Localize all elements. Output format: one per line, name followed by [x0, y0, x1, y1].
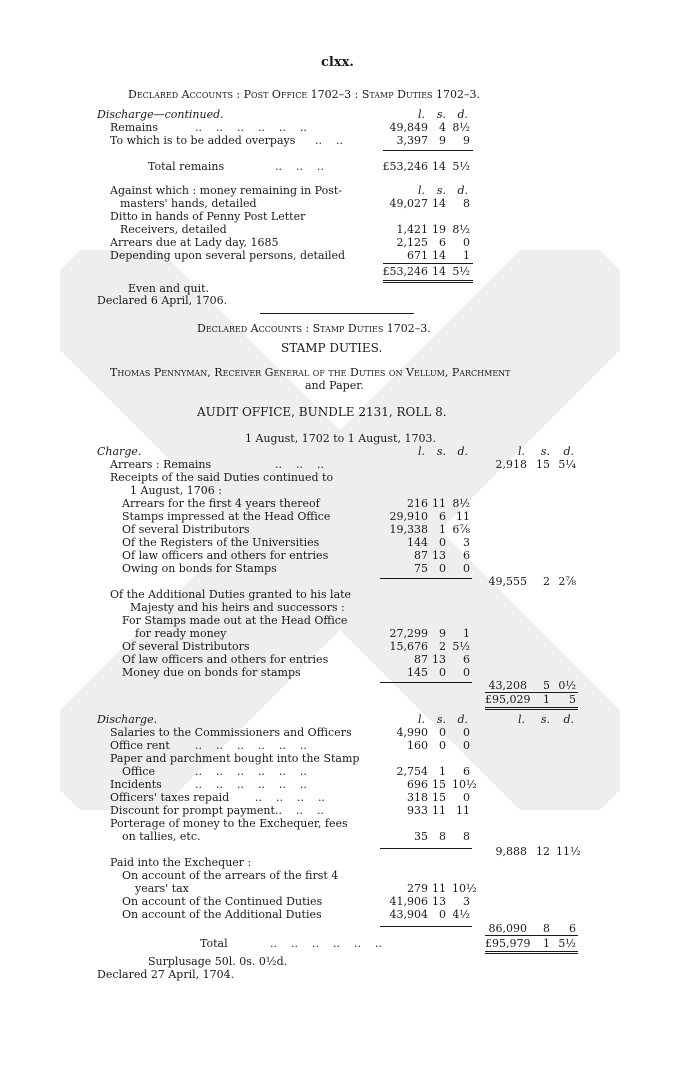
row-label: Against which : money remaining in Post-	[110, 184, 342, 197]
amount-l: 2,125	[396, 236, 428, 249]
col-head-d: d.	[457, 184, 468, 197]
leader-dots: .. .. .. ..	[255, 791, 325, 804]
amount-s: 0	[439, 739, 446, 752]
col-head-s-outer: s.	[540, 445, 550, 458]
receiver-line-cont: and Paper.	[305, 379, 364, 392]
rule	[380, 682, 472, 683]
amount-s: 0	[439, 908, 446, 921]
amount-d: 0	[463, 666, 470, 679]
amount-l: 145	[407, 666, 428, 679]
amount-l: 87	[414, 549, 428, 562]
col-head-s: s.	[436, 108, 446, 121]
additional-label: Of several Distributors	[122, 640, 250, 653]
amount-l: 15,676	[389, 640, 428, 653]
receipt-label: Owing on bonds for Stamps	[122, 562, 277, 575]
discharge-label: Discharge.	[97, 713, 158, 726]
additional-label: for ready money	[135, 627, 227, 640]
paid-heading: Paid into the Exchequer :	[110, 856, 252, 869]
arrears-l: 2,918	[495, 458, 527, 471]
discharge-label-row: Paper and parchment bought into the Stamp	[110, 752, 360, 765]
subtotal-d: 11½	[556, 845, 581, 858]
subtotal-l: 9,888	[495, 845, 527, 858]
total-d: 5½	[452, 160, 470, 173]
amount-l: 27,299	[389, 627, 428, 640]
amount-d: 10½	[452, 778, 477, 791]
amount-s: 1	[439, 523, 446, 536]
subtotal-s: 8	[543, 922, 550, 935]
col-head-l: l.	[417, 445, 425, 458]
amount-d: 0	[463, 726, 470, 739]
amount-s: 13	[432, 895, 446, 908]
discharge-label-row: Discount for prompt payment	[110, 804, 275, 817]
amount-l: 19,338	[389, 523, 428, 536]
leader-dots: .. .. .. .. .. ..	[195, 765, 307, 778]
discharge-label-row: Office rent	[110, 739, 170, 752]
amount-d: 8½	[452, 121, 470, 134]
amount-l: 144	[407, 536, 428, 549]
amount-d: 6	[463, 653, 470, 666]
amount-s: 0	[439, 666, 446, 679]
subtotal-l: 86,090	[488, 922, 527, 935]
arrears-label: Arrears : Remains	[110, 458, 212, 471]
col-head-s: s.	[436, 713, 446, 726]
total-l: £53,246	[382, 265, 428, 278]
section-divider	[260, 313, 414, 314]
period: 1 August, 1702 to 1 August, 1703.	[245, 432, 436, 445]
amount-s: 14	[432, 197, 446, 210]
total-s: 14	[432, 265, 446, 278]
rule	[380, 848, 472, 849]
amount-d: 11	[456, 804, 470, 817]
row-label-cont: masters' hands, detailed	[120, 197, 257, 210]
amount-s: 11	[432, 497, 446, 510]
amount-l: 2,754	[396, 765, 428, 778]
leader-dots: .. .. .. .. .. ..	[195, 778, 307, 791]
amount-d: 1	[463, 249, 470, 262]
amount-s: 13	[432, 653, 446, 666]
section1-header: Declared Accounts : Post Office 1702–3 : Stamp Duties 1702–3.	[128, 88, 480, 101]
amount-l: 35	[414, 830, 428, 843]
amount-d: 10½	[452, 882, 477, 895]
amount-s: 1	[439, 765, 446, 778]
leader-dots: .. .. ..	[275, 160, 324, 173]
charge-total-l: £95,029	[485, 693, 531, 706]
col-head-s: s.	[436, 184, 446, 197]
subtotal-s: 12	[536, 845, 550, 858]
total-l: £53,246	[382, 160, 428, 173]
paid-label: On account of the arrears of the first 4	[122, 869, 339, 882]
paid-label: On account of the Continued Duties	[122, 895, 323, 908]
amount-d: 0	[463, 236, 470, 249]
amount-d: 4½	[452, 908, 470, 921]
amount-s: 4	[439, 121, 446, 134]
charge-total-d: 5	[569, 693, 576, 706]
amount-s: 0	[439, 726, 446, 739]
discharge-label-row: Incidents	[110, 778, 162, 791]
row-label: Ditto in hands of Penny Post Letter	[110, 210, 306, 223]
col-head-d: d.	[457, 445, 468, 458]
amount-l: 160	[407, 739, 428, 752]
amount-d: 6⅞	[452, 523, 470, 536]
row-label: Depending upon several persons, detailed	[110, 249, 346, 262]
leader-dots: .. .. .. .. .. ..	[195, 121, 307, 134]
rule	[380, 578, 472, 579]
amount-s: 11	[432, 804, 446, 817]
col-head-d: d.	[457, 108, 468, 121]
receipt-label: Of several Distributors	[122, 523, 250, 536]
arrears-d: 5¼	[558, 458, 576, 471]
amount-s: 8	[439, 830, 446, 843]
double-rule	[485, 707, 578, 710]
amount-l: 49,027	[389, 197, 428, 210]
amount-d: 9	[463, 134, 470, 147]
leader-dots: .. .. ..	[275, 458, 324, 471]
amount-l: 216	[407, 497, 428, 510]
subtotal-d: 2⅞	[558, 575, 576, 588]
amount-l: 4,990	[396, 726, 428, 739]
col-head-d: d.	[457, 713, 468, 726]
audit-reference: AUDIT OFFICE, BUNDLE 2131, ROLL 8.	[197, 405, 447, 419]
subtotal-l: 43,208	[488, 679, 527, 692]
amount-l: 29,910	[389, 510, 428, 523]
receipt-label: Stamps impressed at the Head Office	[122, 510, 331, 523]
amount-l: 279	[407, 882, 428, 895]
page-number: clxx.	[321, 55, 354, 70]
amount-d: 6	[463, 765, 470, 778]
subtotal-s: 5	[543, 679, 550, 692]
subtotal-s: 2	[543, 575, 550, 588]
amount-d: 8	[463, 197, 470, 210]
row-label: Remains	[110, 121, 159, 134]
discharge-label-row: on tallies, etc.	[122, 830, 201, 843]
discharge-label-row: Office	[122, 765, 156, 778]
row-label: Arrears due at Lady day, 1685	[110, 236, 279, 249]
amount-d: 8½	[452, 223, 470, 236]
row-label-cont: Receivers, detailed	[120, 223, 227, 236]
additional-heading-cont: For Stamps made out at the Head Office	[122, 614, 348, 627]
grand-total-d: 5½	[558, 937, 576, 950]
section2-header: Declared Accounts : Stamp Duties 1702–3.	[197, 322, 431, 335]
receiver-line: Thomas Pennyman, Receiver General of the Duties on Vellum, Parchment	[110, 366, 511, 379]
receipts-heading-cont: 1 August, 1706 :	[130, 484, 222, 497]
receipt-label: Arrears for the first 4 years thereof	[122, 497, 320, 510]
amount-d: 8½	[452, 497, 470, 510]
col-head-l-outer: l.	[517, 713, 525, 726]
even-quit: Even and quit.	[128, 282, 210, 295]
subtotal-d: 6	[569, 922, 576, 935]
amount-d: 3	[463, 895, 470, 908]
subtotal-l: 49,555	[488, 575, 527, 588]
grand-total-l: £95,979	[485, 937, 531, 950]
amount-s: 15	[432, 778, 446, 791]
leader-dots: .. ..	[315, 134, 343, 147]
leader-dots: .. .. .. .. .. ..	[195, 739, 307, 752]
rule	[485, 935, 578, 936]
additional-heading: Of the Additional Duties granted to his late	[110, 588, 352, 601]
grand-total-s: 1	[543, 937, 550, 950]
additional-heading-cont: Majesty and his heirs and successors :	[130, 601, 345, 614]
rule	[383, 263, 473, 264]
declared-date: Declared 27 April, 1704.	[97, 968, 235, 981]
paid-label: On account of the Additional Duties	[122, 908, 322, 921]
total-d: 5½	[452, 265, 470, 278]
surplusage: Surplusage 50l. 0s. 0½d.	[148, 955, 288, 968]
double-rule	[485, 951, 578, 954]
col-head-s-outer: s.	[540, 713, 550, 726]
charge-total-s: 1	[543, 693, 550, 706]
amount-s: 9	[439, 627, 446, 640]
amount-s: 6	[439, 510, 446, 523]
double-rule	[383, 280, 473, 283]
charge-label: Charge.	[97, 445, 142, 458]
amount-l: 318	[407, 791, 428, 804]
amount-d: 3	[463, 536, 470, 549]
additional-label: Money due on bonds for stamps	[122, 666, 301, 679]
amount-l: 87	[414, 653, 428, 666]
declared-date: Declared 6 April, 1706.	[97, 294, 228, 307]
discharge-label-row: Porterage of money to the Exchequer, fees	[110, 817, 348, 830]
rule	[380, 926, 472, 927]
section-title: STAMP DUTIES.	[281, 341, 383, 355]
col-head-l: l.	[417, 108, 425, 121]
col-head-l-outer: l.	[517, 445, 525, 458]
subtotal-d: 0½	[558, 679, 576, 692]
amount-s: 15	[432, 791, 446, 804]
amount-s: 2	[439, 640, 446, 653]
amount-d: 0	[463, 562, 470, 575]
col-head-l: l.	[417, 184, 425, 197]
col-head-d-outer: d.	[563, 713, 574, 726]
amount-l: 1,421	[396, 223, 428, 236]
col-head-s: s.	[436, 445, 446, 458]
amount-l: 696	[407, 778, 428, 791]
amount-s: 19	[432, 223, 446, 236]
amount-d: 5½	[452, 640, 470, 653]
amount-l: 41,906	[389, 895, 428, 908]
amount-s: 9	[439, 134, 446, 147]
amount-s: 14	[432, 249, 446, 262]
amount-s: 13	[432, 549, 446, 562]
receipt-label: Of the Registers of the Universities	[122, 536, 320, 549]
discharge-label-row: Salaries to the Commissioners and Officers	[110, 726, 352, 739]
amount-s: 6	[439, 236, 446, 249]
amount-l: 3,397	[396, 134, 428, 147]
amount-d: 0	[463, 791, 470, 804]
amount-s: 0	[439, 562, 446, 575]
discharge-label-row: Officers' taxes repaid	[110, 791, 230, 804]
discharge-continued-label: Discharge—continued.	[97, 108, 224, 121]
total-label: Total	[200, 937, 228, 950]
paid-label: years' tax	[135, 882, 189, 895]
amount-l: 671	[407, 249, 428, 262]
col-head-d-outer: d.	[563, 445, 574, 458]
rule	[383, 150, 473, 151]
amount-l: 49,849	[389, 121, 428, 134]
arrears-s: 15	[536, 458, 550, 471]
amount-d: 8	[463, 830, 470, 843]
row-label: To which is to be added overpays	[110, 134, 296, 147]
additional-label: Of law officers and others for entries	[122, 653, 329, 666]
receipts-heading: Receipts of the said Duties continued to	[110, 471, 334, 484]
amount-l: 43,904	[389, 908, 428, 921]
leader-dots: .. .. .. .. .. ..	[270, 937, 382, 950]
amount-d: 6	[463, 549, 470, 562]
col-head-l: l.	[417, 713, 425, 726]
amount-l: 933	[407, 804, 428, 817]
amount-l: 75	[414, 562, 428, 575]
leader-dots: .. .. ..	[275, 804, 324, 817]
receipt-label: Of law officers and others for entries	[122, 549, 329, 562]
amount-d: 11	[456, 510, 470, 523]
amount-s: 0	[439, 536, 446, 549]
total-remains-label: Total remains	[148, 160, 225, 173]
total-s: 14	[432, 160, 446, 173]
amount-d: 0	[463, 739, 470, 752]
amount-d: 1	[463, 627, 470, 640]
amount-s: 11	[432, 882, 446, 895]
